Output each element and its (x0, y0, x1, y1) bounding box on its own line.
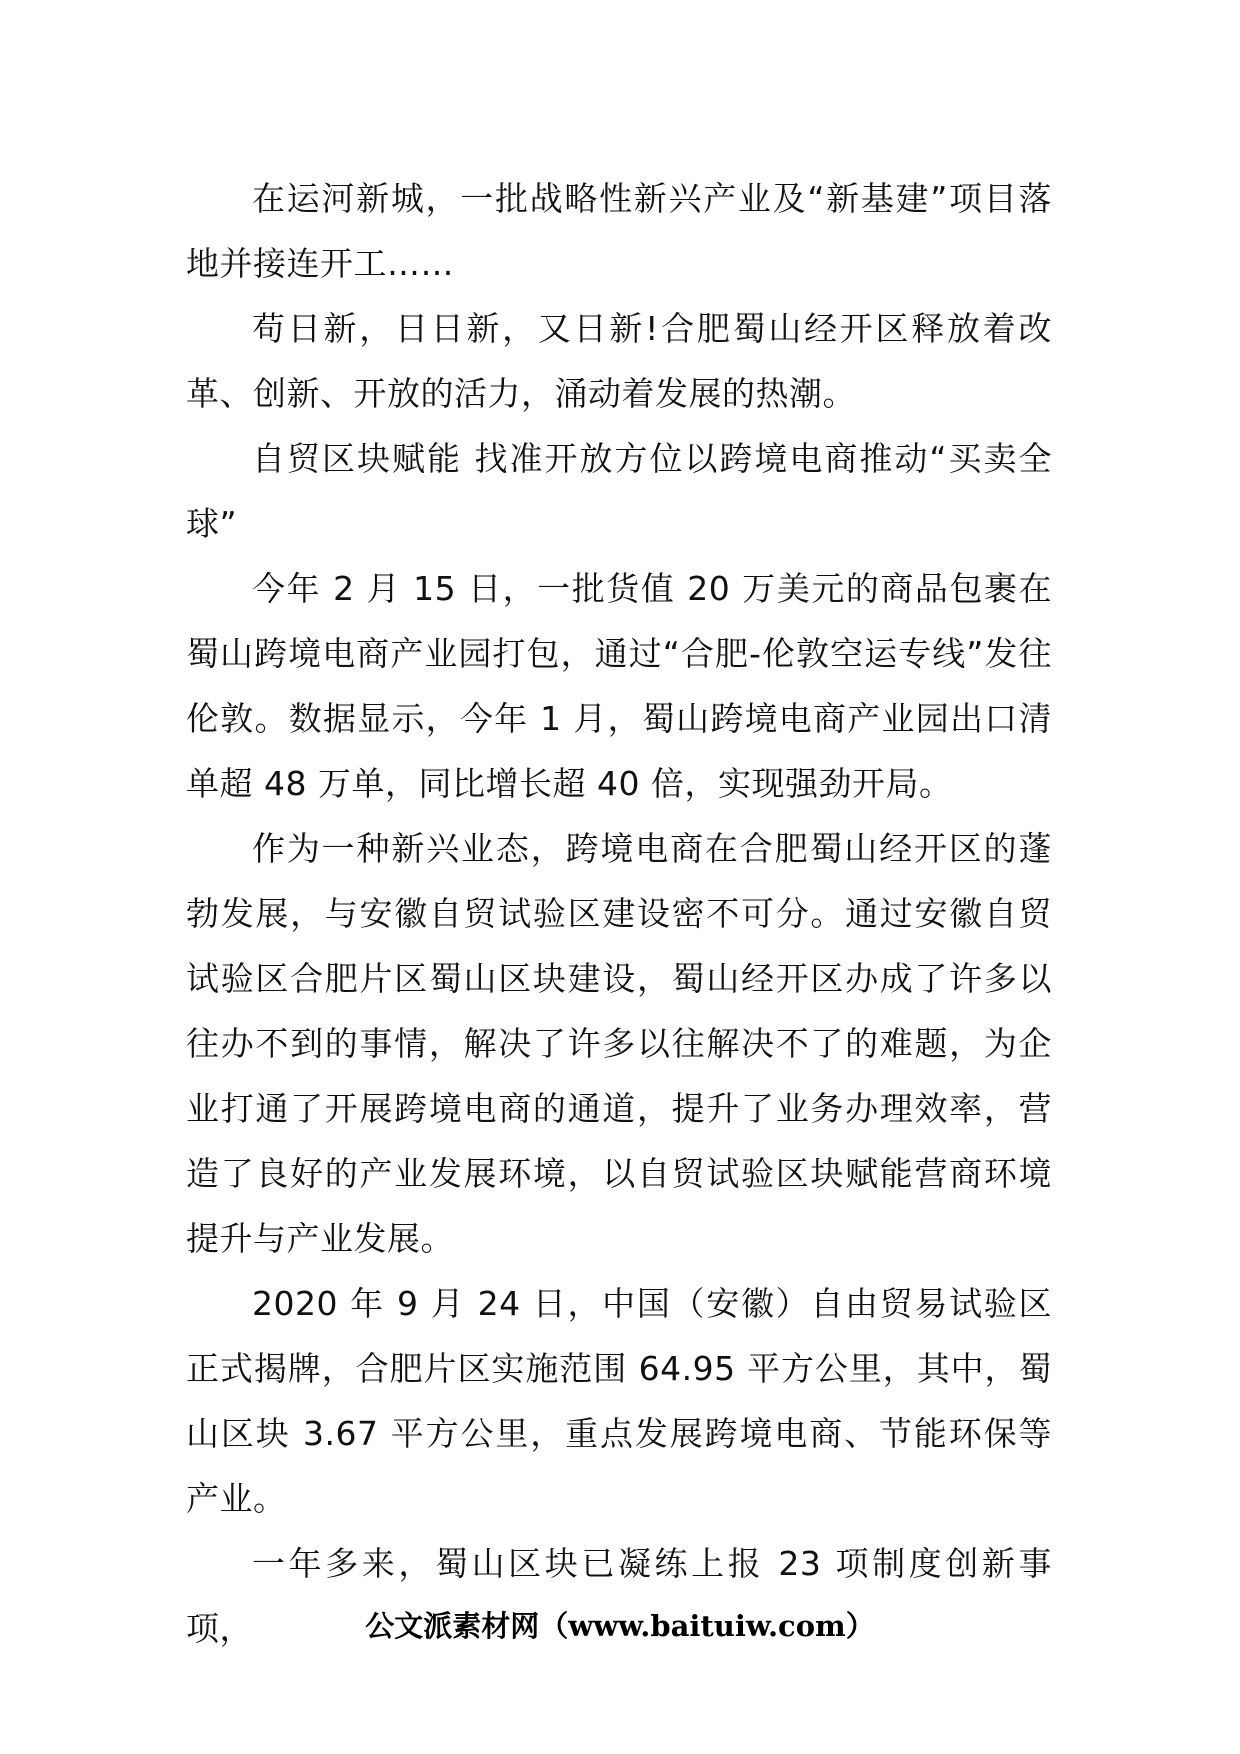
section-heading: 自贸区块赋能 找准开放方位以跨境电商推动“买卖全球” (186, 439, 1052, 543)
paragraph: 作为一种新兴业态，跨境电商在合肥蜀山经开区的蓬勃发展，与安徽自贸试验区建设密不可分。通过安徽自贸试验区合肥片区蜀山区块建设，蜀山经开区办成了许多以往办不到的事情，解决了许多以往解决不了的难题，为企业打通了开展跨境电商的通道，提升了业务办理效率，营造了良好的产业发展环境，以自贸试验区块赋能营商环境提升与产业发展。 (186, 829, 1052, 1258)
paragraph: 一年多来，蜀山区块已凝练上报 23 项制度创新事项， (186, 1544, 1052, 1648)
paragraph: 今年 2 月 15 日，一批货值 20 万美元的商品包裹在蜀山跨境电商产业园打包，通过“合肥-伦敦空运专线”发往伦敦。数据显示，今年 1 月，蜀山跨境电商产业园出口清单超 48 万单，同比增长超 40 倍，实现强劲开局。 (186, 569, 1052, 803)
paragraph: 在运河新城，一批战略性新兴产业及“新基建”项目落地并接连开工…… (186, 179, 1052, 283)
footer-watermark: 公文派素材网（www.baituiw.com） (365, 1609, 875, 1643)
paragraph: 苟日新，日日新，又日新!合肥蜀山经开区释放着改革、创新、开放的活力，涌动着发展的热潮。 (186, 309, 1052, 413)
document-body (186, 166, 1052, 1661)
paragraph: 2020 年 9 月 24 日，中国（安徽）自由贸易试验区正式揭牌，合肥片区实施范围 64.95 平方公里，其中，蜀山区块 3.67 平方公里，重点发展跨境电商、节能环保等产业。 (186, 1284, 1052, 1518)
